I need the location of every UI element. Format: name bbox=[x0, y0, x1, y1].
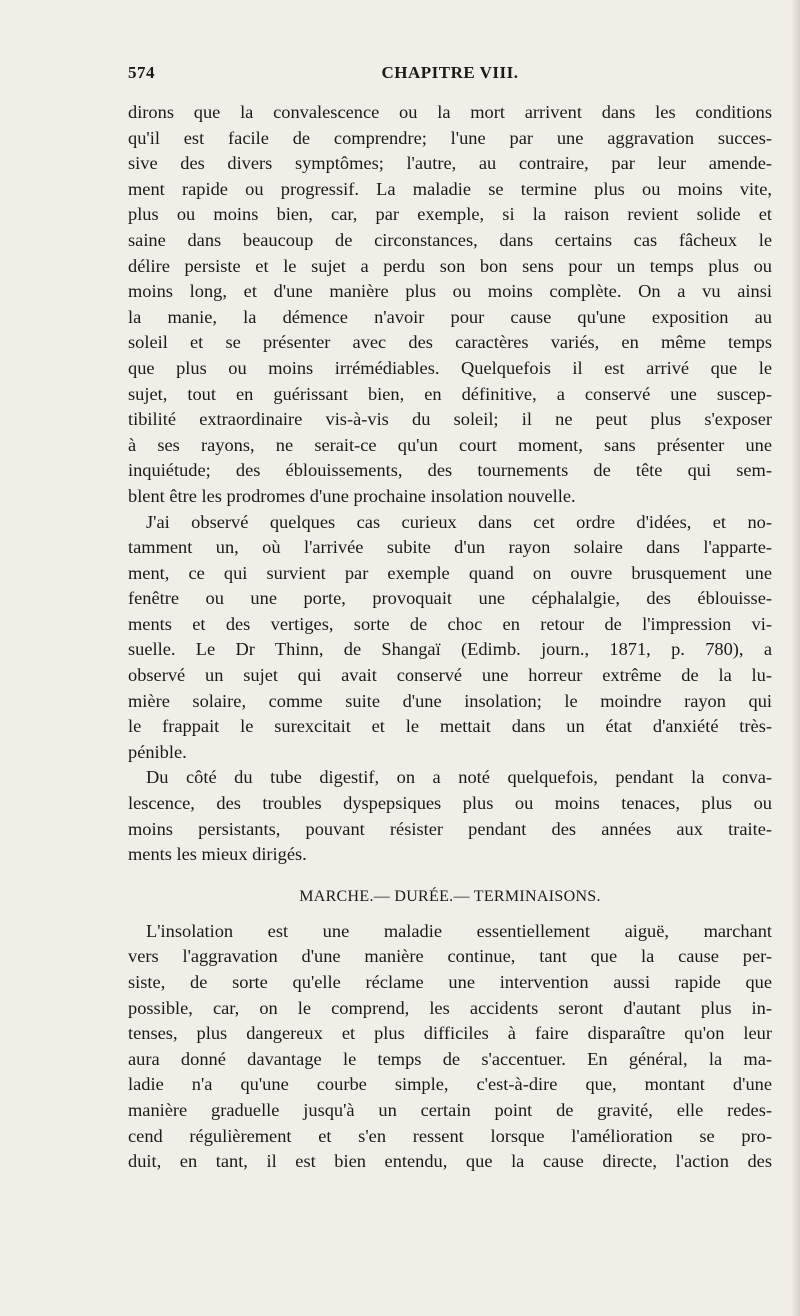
text-line: le frappait le surexcitait et le mettait dans un état d'anxiété très- bbox=[128, 716, 772, 737]
page-number: 574 bbox=[128, 63, 155, 82]
text-line: ladie n'a qu'une courbe simple, c'est-à-dire que, montant d'une bbox=[128, 1074, 772, 1095]
text-line: sive des divers symptômes; l'autre, au contraire, par leur amende- bbox=[128, 153, 772, 174]
text-line: vers l'aggravation d'une manière continue, tant que la cause per- bbox=[128, 946, 772, 967]
text-line: qu'il est facile de comprendre; l'une par une aggravation succes- bbox=[128, 127, 772, 148]
text-line: observé un sujet qui avait conservé une horreur extrême de la lu- bbox=[128, 665, 772, 686]
text-line: siste, de sorte qu'elle réclame une intervention aussi rapide que bbox=[128, 972, 772, 992]
text-line: plus ou moins bien, car, par exemple, si la raison revient solide et bbox=[128, 204, 772, 225]
text-line: saine dans beaucoup de circonstances, dans certains cas fâcheux le bbox=[128, 229, 772, 250]
text-line: mière solaire, comme suite d'une insolation; le moindre rayon qui bbox=[128, 690, 772, 711]
text-line: Du côté du tube digestif, on a noté quelquefois, pendant la conva- bbox=[146, 767, 772, 788]
text-line: aura donné davantage le temps de s'accentuer. En général, la ma- bbox=[128, 1048, 772, 1069]
text-line: ment, ce qui survient par exemple quand on ouvre brusquement une bbox=[128, 562, 772, 583]
running-header bbox=[128, 63, 772, 87]
text-line: la manie, la démence n'avoir pour cause qu'une exposition au bbox=[128, 306, 772, 327]
text-line: ment rapide ou progressif. La maladie se termine plus ou moins vite, bbox=[128, 178, 772, 199]
paragraph-marche bbox=[128, 919, 772, 1175]
text-line: manière graduelle jusqu'à un certain point de gravité, elle redes- bbox=[128, 1099, 772, 1120]
page-body bbox=[128, 100, 772, 1175]
text-line: tamment un, où l'arrivée subite d'un rayon solaire dans l'apparte- bbox=[128, 537, 772, 558]
text-line: délire persiste et le sujet a perdu son bon sens pour un temps plus ou bbox=[128, 255, 772, 276]
text-line: blent être les prodromes d'une prochaine insolation nouvelle. bbox=[128, 485, 576, 506]
text-line: tibilité extraordinaire vis-à-vis du soleil; il ne peut plus s'exposer bbox=[128, 409, 772, 430]
text-line: soleil et se présenter avec des caractères variés, en même temps bbox=[128, 332, 772, 353]
text-line: lescence, des troubles dyspepsiques plus ou moins tenaces, plus ou bbox=[128, 793, 772, 814]
text-line: suelle. Le Dr Thinn, de Shangaï (Edimb. journ., 1871, p. 780), a bbox=[128, 639, 772, 660]
text-line: cend régulièrement et s'en ressent lorsque l'amélioration se pro- bbox=[128, 1125, 772, 1146]
text-line: dirons que la convalescence ou la mort arrivent dans les conditions bbox=[128, 102, 772, 122]
text-line: pénible. bbox=[128, 741, 187, 762]
text-line: sujet, tout en guérissant bien, en définitive, a conservé une suscep- bbox=[128, 383, 772, 404]
page-edge-shadow bbox=[792, 0, 800, 1316]
text-line: tenses, plus dangereux et plus difficiles à faire disparaître qu'on leur bbox=[128, 1023, 772, 1044]
paragraph-observation bbox=[128, 510, 772, 766]
text-line: à ses rayons, ne serait-ce qu'un court moment, sans présenter une bbox=[128, 434, 772, 455]
text-line: ments les mieux dirigés. bbox=[128, 844, 307, 865]
text-line: que plus ou moins irrémédiables. Quelquefois il est arrivé que le bbox=[128, 357, 772, 378]
text-line: L'insolation est une maladie essentiellement aiguë, marchant bbox=[146, 920, 772, 941]
chapter-title: CHAPITRE VIII. bbox=[381, 63, 519, 82]
paragraph-convalescence bbox=[128, 100, 772, 510]
text-line: moins persistants, pouvant résister pendant des années aux traite- bbox=[128, 818, 772, 839]
text-line: fenêtre ou une porte, provoquait une céphalalgie, des éblouisse- bbox=[128, 588, 772, 609]
section-heading: MARCHE.— DURÉE.— TERMINAISONS. bbox=[299, 887, 601, 905]
text-line: J'ai observé quelques cas curieux dans cet ordre d'idées, et no- bbox=[146, 511, 772, 532]
text-line: inquiétude; des éblouissements, des tournements de tête qui sem- bbox=[128, 460, 772, 481]
text-line: moins long, et d'une manière plus ou moins complète. On a vu ainsi bbox=[128, 281, 772, 302]
text-line: duit, en tant, il est bien entendu, que la cause directe, l'action des bbox=[128, 1151, 772, 1172]
text-line: ments et des vertiges, sorte de choc en retour de l'impression vi- bbox=[128, 613, 772, 634]
text-line: possible, car, on le comprend, les accidents seront d'autant plus in- bbox=[128, 997, 772, 1018]
paragraph-digestive bbox=[128, 765, 772, 867]
